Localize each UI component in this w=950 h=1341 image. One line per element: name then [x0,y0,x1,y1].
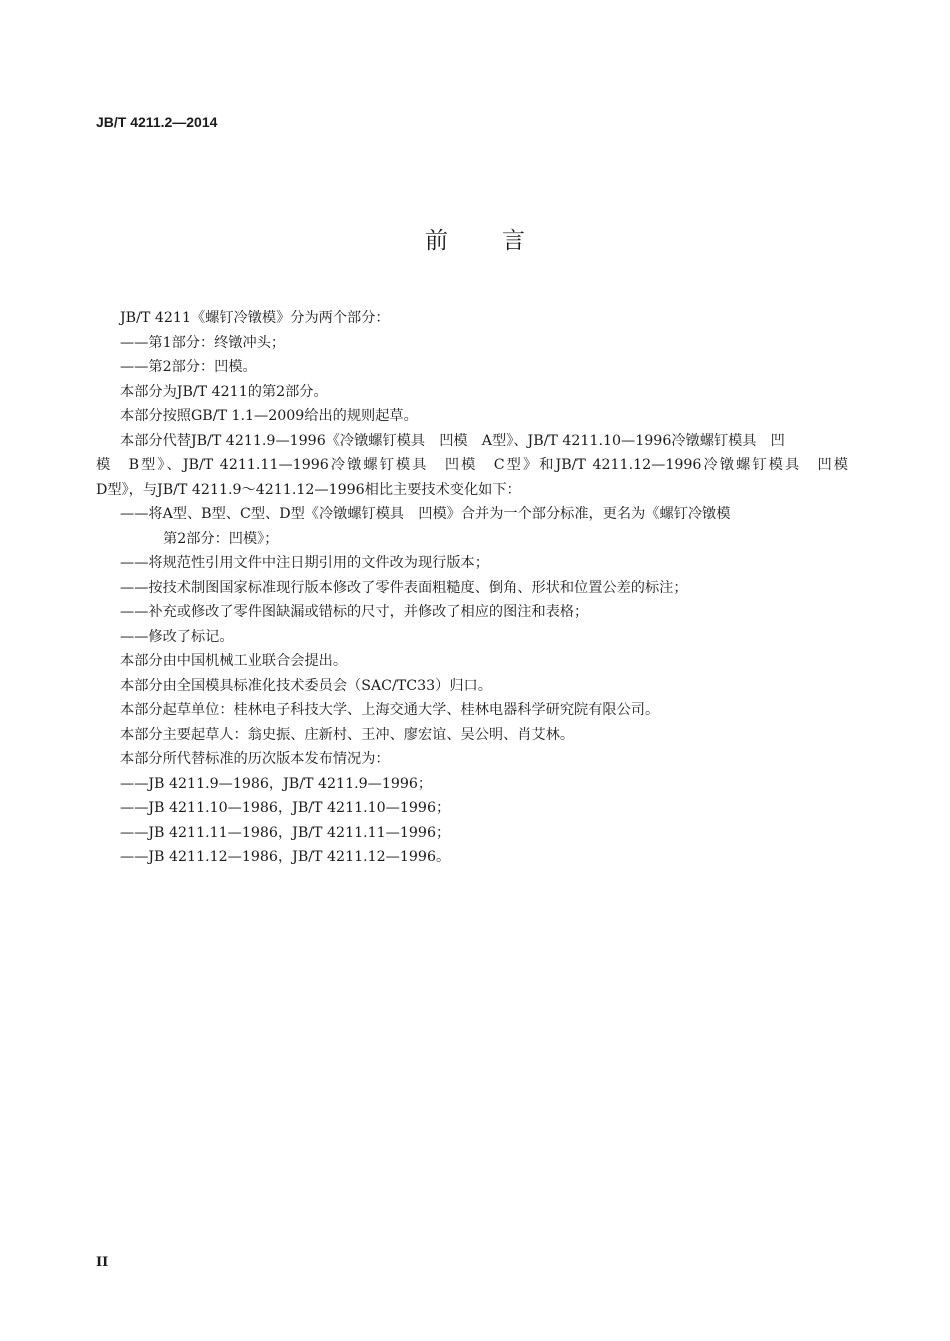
text-line: ——JB 4211.10—1986，JB/T 4211.10—1996； [120,800,451,816]
page-number: II [96,1255,109,1270]
text-line: JB/T 4211《螺钉冷镦模》分为两个部分： [120,310,390,326]
text-line: D型》，与JB/T 4211.9～4211.12—1996相比主要技术变化如下： [96,481,521,498]
text-line: 模 B型》、JB/T 4211.11—1996冷镦螺钉模具 凹模 C型》和JB/T 4211.12—1996冷镦螺钉模具 凹模 [96,457,848,473]
text-line: ——按技术制图国家标准现行版本修改了零件表面粗糙度、倒角、形状和位置公差的标注； [120,579,688,596]
text-line: ——第2部分：凹模。 [120,359,257,375]
text-line: 本部分起草单位：桂林电子科技大学、上海交通大学、桂林电器科学研究院有限公司。 [120,702,660,718]
text-line: 本部分所代替标准的历次版本发布情况为： [120,751,390,767]
section-title: 前言 [425,228,579,254]
text-line: ——JB 4211.9—1986，JB/T 4211.9—1996； [120,775,433,792]
document-code-header: JB/T 4211.2—2014 [96,114,218,130]
text-line: 本部分为JB/T 4211的第2部分。 [120,383,328,400]
text-line: 本部分主要起草人：翁史振、庄新村、王冲、廖宏谊、吴公明、肖艾林。 [120,726,575,743]
text-line: ——将规范性引用文件中注日期引用的文件改为现行版本； [120,555,489,571]
text-line: 本部分按照GB/T 1.1—2009给出的规则起草。 [120,408,418,424]
text-line: ——补充或修改了零件图缺漏或错标的尺寸，并修改了相应的图注和表格； [120,604,589,620]
text-line: 第2部分：凹模》； [163,530,279,547]
text-line: ——JB 4211.12—1986，JB/T 4211.12—1996。 [120,849,451,865]
text-line: ——第1部分：终镦冲头； [120,334,286,351]
text-line: 本部分代替JB/T 4211.9—1996《冷镦螺钉模具 凹模 A型》、JB/T 4211.10—1996冷镦螺钉模具 凹 [120,432,785,449]
text-line: 本部分由中国机械工业联合会提出。 [120,653,348,669]
text-line: ——将A型、B型、C型、D型《冷镦螺钉模具 凹模》合并为一个部分标准，更名为《螺钉冷镦模 [120,506,731,522]
text-line: ——修改了标记。 [120,628,234,645]
text-line: 本部分由全国模具标准化技术委员会（SAC/TC33）归口。 [120,677,492,694]
text-line: ——JB 4211.11—1986，JB/T 4211.11—1996； [120,824,451,841]
foreword-body [96,306,848,870]
